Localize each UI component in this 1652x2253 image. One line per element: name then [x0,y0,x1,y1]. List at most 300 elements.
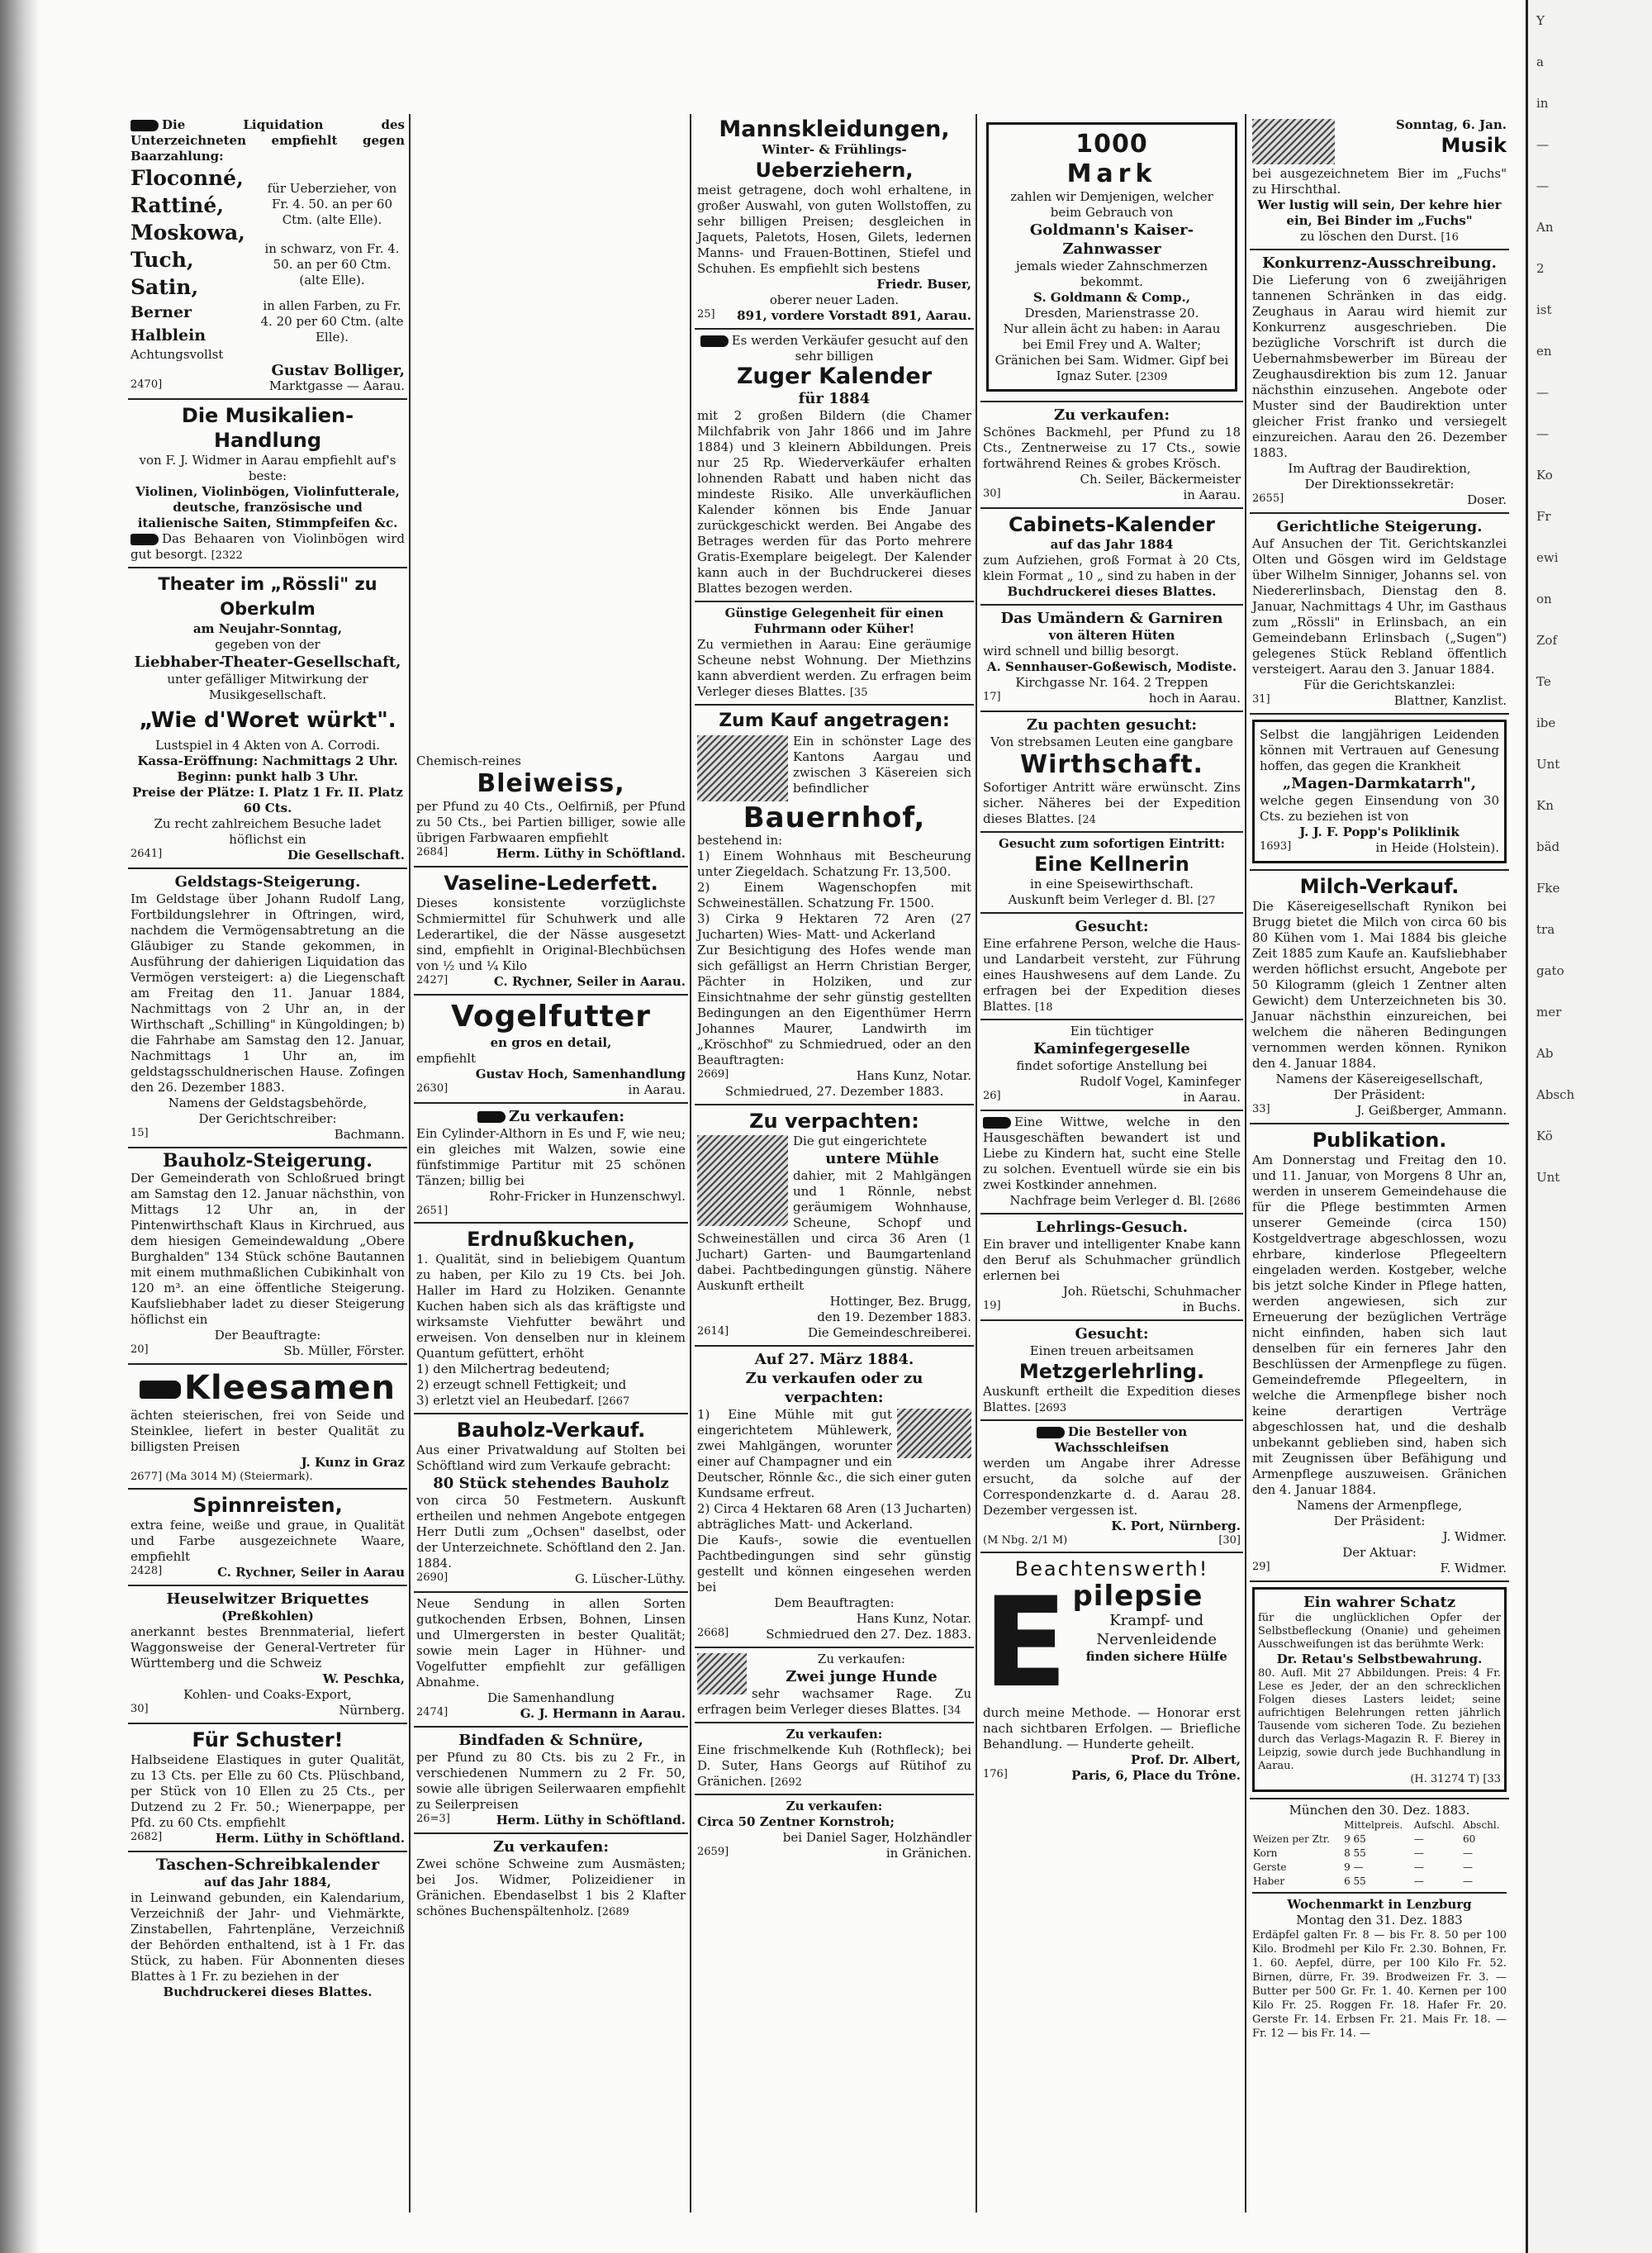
ad-title: Zu verkaufen: [786,1727,883,1742]
ad-text: ächten steierischen, frei von Seide und Steinklee, liefert in bester Qualität zu billigsten Preisen [131,1408,405,1454]
advertiser-name: Die Gesellschaft. [287,848,405,863]
ad-text: Im Geldstage über Johann Rudolf Lang, Fortbildungslehrer in Oftringen, wird, nachdem die Vermögensabtretung an die Gläubiger zu Stande gekommen, in Ausführung der dahierigen Liquidation das Vermögen versteigert: a) die Liegenschaft am Freitag den 11. Januar 1884, Nachmittags von 2 Uhr an, in der Wirthschaft „Schilling" in Küngoldingen; b) die Fahrhabe am Samstag den 12. Januar, Nachmittags 1 Uhr an, im geldstagsschuldnerischen Hause. Zofingen den 26. Dezember 1883. [131,891,405,1095]
greeting: Achtungsvollst [131,347,224,362]
market-report [1250,1799,1509,2045]
table-cell: Haber [1253,1875,1285,1887]
ad-title: Geldstags-Steigerung. [174,873,361,891]
ad-bleiweiss [414,750,688,867]
ad-title: Ein wahrer Schatz [1303,1594,1456,1611]
ad-fuhrmann [695,602,974,706]
ad-kellnerin [980,833,1243,914]
ad-text: 1. Qualität, sind in beliebigem Quantum zu haben, per Kilo zu 19 Cts. bei Joh. Haller im Hard zu Holziken. Genannte Kuchen haben sich als das kräftigste und wirksamste Viehfutter bewährt und erweisen. Von denselben nur in kleinem Quantum gefüttert, erhöht [416,1252,686,1361]
ad-title: Publikation. [1312,1129,1447,1152]
ad-title: Milch-Verkauf. [1299,875,1460,898]
ad-liquidation [128,114,407,400]
ad-samenhandlung [414,1593,688,1728]
ad-text: Halbseidene Elastiques in guter Qualität, zu 13 Cts. per Elle zu 60 Cts. Plüschband, per Stück von 10 Ellen zu 25 Cts., per Dutzend zu 2 Fr. 50.; Wienerpappe, per Pfd. zu 60 Cts. empfiehlt [131,1752,405,1830]
fabric-name: Satin, [131,275,199,299]
next-page-fragment-text: ibe [1536,715,1556,730]
next-page-fragment-text: Unt [1536,757,1560,772]
advertiser-name: Gustav Bolliger, [271,362,405,379]
ad-text: unter gefälliger Mitwirkung der Musikgesellschaft. [167,672,368,702]
ad-headline: Kaminfegergeselle [1033,1040,1190,1058]
ad-text: extra feine, weiße und graue, in Qualität und Farbe ausgezeichnete Waare, empfiehlt [131,1518,405,1564]
advertiser-name: Blattner, Kanzlist. [1393,693,1507,708]
column-3 [695,114,974,2213]
ad-code: [2686 [1208,1195,1241,1208]
ad-text: Wer lustig will sein, Der kehre hier ein, Bei Binder im „Fuchs" [1257,197,1502,228]
ad-kleesamen [128,1365,407,1490]
ad-text: Eine Wittwe, welche in den Hausgeschäften bewandert ist und Liebe zu Kindern hat, sucht eine Stelle zu solchen. Eventuell würde sie ein bis zwei Kostkinder annehmen. [983,1115,1241,1192]
ad-zahnwasser [980,114,1243,402]
ad-subtitle: auf das Jahr 1884 [1050,537,1174,552]
advertiser-name: J. Geißberger, Ammann. [1356,1103,1507,1118]
advertiser-name: F. Widmer. [1440,1561,1507,1576]
next-page-fragment-text: — [1536,178,1549,193]
ad-code: 26=3] [416,1813,450,1825]
ad-text: Dieses konsistente vorzüglichste Schmiermittel für Schuhwerk und alle Lederartikel, die der Nässe ausgesetzt sind, empfiehlt in Original-Blechbüchsen von ½ und ¼ Kilo [416,896,686,973]
ad-subtitle: (Preßkohlen) [221,1609,314,1623]
column-4 [980,114,1243,2213]
table-row [1252,1875,1507,1889]
pointing-hand-icon [477,1111,506,1123]
ad-title: Zum Kauf angetragen: [719,711,950,731]
next-page-fragment-text: gato [1536,963,1564,978]
ad-text: bei Daniel Sager, Holzhändler [782,1830,971,1845]
table-cell: Korn [1253,1847,1278,1859]
ad-epilepsie [980,1553,1243,1788]
ad-headline: Metzgerlehrling. [1018,1360,1205,1383]
ad-text: gegeben von der [215,637,320,652]
advertiser-address: Kirchgasse Nr. 164. 2 Treppen [1015,675,1208,690]
ad-title: Vogelfutter [450,1000,652,1034]
ad-text: Einen treuen arbeitsamen [1029,1343,1194,1358]
ad-code: [30] [1218,1534,1241,1547]
ad-taschen-kalender [128,1852,407,2004]
next-page-fragment-text: Ko [1536,468,1553,482]
ad-musik-fuchs [1250,114,1509,250]
advertiser-address: in Gränichen. [885,1846,971,1861]
next-page-fragment-text: Kn [1536,798,1554,813]
ad-wachsschleifen [980,1421,1243,1553]
ad-text: Schmiedrued, 27. Dezember 1883. [724,1084,944,1099]
ad-text: Ein in schönster Lage des Kantons Aargau und zwischen 3 Käsereien sich befindlicher [793,734,971,796]
ad-code: [2667 [598,1395,630,1408]
ad-title: Zu verkaufen: [492,1838,610,1856]
ad-subtitle: für 1884 [798,390,871,407]
ad-text: anerkannt bestes Brennmaterial, liefert Waggonsweise der General-Vertreter für Württemberg und die Schweiz [131,1624,405,1671]
ad-text: Für die Gerichtskanzlei: [1303,677,1455,692]
advertiser-name: J. Widmer. [1442,1529,1507,1544]
ad-muehle-verpachten [695,1105,974,1347]
ad-text: bestehend in: [697,833,783,848]
ad-code: [34 [942,1704,961,1717]
ad-code: 2427] [416,974,449,986]
ad-bauernhof [695,706,974,1105]
ad-date: Schmiedrued den 27. Dez. 1883. [766,1627,971,1642]
ad-text: Neue Sendung in allen Sorten gutkochenden Erbsen, Bohnen, Linsen und Ulmergersten in bester Qualität; sowie mein Lager in Hühner- und Vogelfutter empfiehlt zur gefälligen Abnahme. [416,1596,686,1690]
ad-text: Die Kaufs-, sowie die eventuellen Pachtbedingungen sind sehr günstig gestellt und können eingesehen werden bei [697,1533,971,1595]
ad-text: Aus einer Privatwaldung auf Stolten bei Schöftland wird zum Verkaufe gebracht: [416,1443,686,1473]
advertiser-name: Rohr-Fricker in Hunzenschwyl. [489,1189,686,1204]
ad-text: Zwei schöne Schweine zum Ausmästen; bei Jos. Widmer, Polizeidiener in Gränichen. Ebendaselbst 1 bis 2 Klafter schönes Buchenspältenholz. [416,1856,686,1918]
table-cell: — [1413,1861,1424,1873]
column-rule [409,114,411,2213]
ad-code: 2677] (Ma 3014 M) (Steiermark). [131,1471,313,1483]
pointing-hand-icon [700,335,729,347]
ad-code: 25] [697,308,715,321]
ad-title: Spinnreisten, [192,1494,343,1517]
ad-list-item: 1) den Milchertrag bedeutend; [416,1362,610,1376]
advertiser-name: Doser. [1467,492,1507,507]
ad-text: Der Direktionssekretär: [1304,477,1455,492]
advertiser-name: K. Port, Nürnberg. [1111,1519,1241,1533]
ad-text: meist getragene, doch wohl erhaltene, in großer Auswahl, von guten Wollstoffen, zu sehr billigen Preisen; desgleichen in Jaquets, Paletots, Hosen, Gilets, ledernen Manns- und Frauen-Bottinen, Stiefel und Schuhen. Es empfiehlt sich bestens [697,183,971,276]
next-page-fragment-text: Zof [1536,633,1558,648]
next-page-fragment-text: tra [1536,922,1555,937]
ad-title: Taschen-Schreibkalender [155,1856,380,1874]
advertiser-name: Joh. Rüetschi, Schuhmacher [1062,1284,1241,1299]
ad-title: Die Musikalien-Handlung [181,404,354,452]
ad-text: Buchdruckerei dieses Blattes. [1007,584,1217,599]
next-page-fragment-text: Y [1536,13,1545,28]
ad-milch-verkauf [1250,871,1509,1124]
ad-code: 2682] [131,1831,163,1843]
ad-subtitle: auf das Jahr 1884, [204,1875,331,1889]
ad-code: 2690] [416,1571,449,1584]
ad-title: Beachtenswerth! [1014,1557,1209,1580]
advertiser-name: C. Rychner, Seiler in Aarau. [493,974,686,989]
ad-musikalien [128,400,407,568]
ad-code: 2470] [131,378,163,391]
ad-code: 26] [983,1090,1001,1102]
ad-wittwe [980,1111,1243,1214]
ad-text: bei ausgezeichnetem Bier im „Fuchs" zu Hirschthal. [1252,166,1507,197]
pointing-hand-icon [983,1117,1011,1129]
ad-text: Zu vermiethen in Aarau: Eine geräumige Scheune nebst Wohnung. Der Miethzins kann abverdient werden. Zu erfragen beim Verleger dieses Blattes. [697,637,971,699]
market-text: Erdäpfel galten Fr. 8 — bis Fr. 8. 50 per 100 Kilo. Brodmehl per Kilo Fr. 2.30. Bohnen, Fr. 1. 60. Aepfel, dürre, per 100 Kilo Fr. 52. Birnen, dürre, Fr. 39. Brodweizen Fr. 3. — Butter per 500 Gr. Fr. 1. 40. Kernen per 100 Kilo Fr. 25. Roggen Fr. 18. Hafer Fr. 20. Gerste Fr. 14. Erbsen Fr. 21. Mais Fr. 18. — Fr. 12 — bis Fr. 14. — [1252,1929,1507,2040]
ad-lehrling [980,1214,1243,1321]
ad-headline: Mark [1066,159,1157,188]
ad-text: welche gegen Einsendung von 30 Cts. zu beziehen ist von [1260,793,1499,824]
advertiser-name: Bachmann. [334,1127,405,1142]
price-line: in allen Farben, zu Fr. 4. 20 per 60 Ctm. (alte Elle). [260,298,404,345]
pointing-hand-icon [131,120,159,131]
ad-fuer-schuster [128,1724,407,1852]
ad-headline: Zu verkaufen oder zu verpachten: [745,1370,923,1406]
ad-code: [2689 [597,1906,629,1918]
next-page-fragment-text: ewi [1536,550,1559,565]
ad-text: durch meine Methode. — Honorar erst nach sichtbaren Erfolgen. — Briefliche Behandlung. — Hunderte geheilt. [983,1705,1241,1752]
advertiser-address: hoch in Aarau. [1148,691,1241,706]
ad-code: 2428] [131,1565,163,1577]
scan-right-margin-fragment [1526,0,1652,2253]
advertiser-name: Herm. Lüthy in Schöftland. [496,1813,686,1828]
ad-title: Bauholz-Verkauf. [456,1419,646,1442]
ad-text: Der Aktuar: [1342,1545,1417,1560]
ad-code: 2474] [416,1706,449,1718]
ad-text: Selbst die langjährigen Leidenden können mit Vertrauen auf Genesung hoffen, das gegen die Krankheit [1260,727,1499,773]
ad-bindfaden [414,1728,688,1834]
ad-title: Zuger Kalender [736,364,933,389]
advertiser-name: A. Sennhauser-Goßewisch, Modiste. [986,659,1237,674]
ad-text: den 19. Dezember 1883. [817,1309,971,1324]
ad-intro: Die Liquidation des Unterzeichneten empfiehlt gegen Baarzahlung: [131,117,405,164]
ad-briquettes [128,1586,407,1724]
ad-headline: Bauernhof, [743,801,926,834]
ad-headline: Wirthschaft. [1020,750,1203,779]
ad-code: [18 [1034,1001,1053,1014]
advertiser-name: Hottinger, Bez. Brugg, [829,1294,971,1309]
advertiser-name: Ch. Seiler, Bäckermeister [1080,472,1241,487]
ad-metzgerlehrling [980,1321,1243,1421]
market-title: Wochenmarkt in Lenzburg [1287,1897,1472,1912]
table-header [1252,1818,1343,1832]
ad-title: Theater im „Rössli" zu Oberkulm [158,574,377,619]
advertiser-name: J. Kunz in Graz [301,1455,405,1470]
ad-text: findet sofortige Anstellung bei [1016,1058,1208,1073]
ad-spinnreisten [128,1490,407,1586]
advertiser-address: Marktgasse — Aarau. [268,378,405,393]
ad-title: Lehrlings-Gesuch. [1036,1219,1188,1236]
ad-text: per Pfund zu 80 Cts. bis zu 2 Fr., in verschiedenen Nummern zu 2 Fr. 50, sowie alle übrigen Seilerwaaren empfiehlt zu Seilerpreisen [416,1750,686,1812]
ad-headline: Bleiweiss, [477,769,625,798]
ad-text: Der Gerichtschreiber: [198,1111,337,1126]
market-title: München den 30. Dez. 1883. [1289,1803,1470,1818]
table-cell: 6 55 [1344,1875,1366,1887]
table-cell: — [1413,1847,1424,1859]
ad-date: Sonntag, 6. Jan. [1395,117,1507,132]
ad-konkurrenz [1250,250,1509,514]
ad-text: Buchdruckerei dieses Blattes. [163,1984,373,1999]
ad-title: Günstige Gelegenheit für einen Fuhrmann oder Küher! [724,606,944,636]
table-cell: — [1462,1875,1473,1887]
ad-frame [986,122,1237,392]
ad-code: 2651] [416,1205,449,1217]
ad-code: 2614] [697,1325,729,1338]
table-cell: Weizen per Ztr. [1253,1833,1330,1845]
ad-text: in Leinwand gebunden, ein Kalendarium, Verzeichniß der Jahr- und Viehmärkte, Zinstabellen, Fahrtenpläne, Verzeichniß der Behörden enthaltend, ist à 1 Fr. das Stück, zu haben. Für Abonnenten dieses Blattes à 1 Fr. zu beziehen in der [131,1890,405,1984]
divider [1252,1892,1507,1894]
ad-code: 176] [983,1768,1008,1780]
next-page-fragment-text: on [1536,592,1552,606]
next-page-fragment-text: — [1536,137,1549,152]
ad-code: (H. 31274 T) [33 [1410,1773,1501,1785]
ad-code: [27 [1197,895,1216,907]
advertiser-name: Friedr. Buser, [876,277,971,292]
ad-text: Das Behaaren von Violinbögen wird gut besorgt. [131,531,405,562]
table-cell: Gerste [1253,1861,1287,1873]
ad-text: Am Donnerstag und Freitag den 10. und 11. Januar, von Morgens 8 Uhr an, werden in unserem Gemeindehause die für die Pflege bestimmten Armen unserer Gemeinde (circa 150) Kostgeldvertrage abgeschlossen, wozu ehrbare, kinderlose Pflegeeltern eingeladen werden. Kostgeber, welche bis jetzt solche Kinder in Pflege hatten, werden angewiesen, sich zur Erneuerung der bezüglichen Verträge nicht einfinden, haben sich laut denselben für ein ferneres Jahr den Beschlüssen der Armenpflege zu fügen. Gemeindefremde Pflegeeltern, in welche die Armenpflege bisher noch keine derartigen Verträge abgeschlossen hat, und die deshalb unbekannt geblieben sind, haben sich mit Zeugnissen über Befähigung und Armenpflege auszuweisen. Gränichen den 4. Januar 1884. [1252,1153,1507,1497]
ad-list-item: 1) Einem Wohnhaus mit Bescheurung unter Ziegeldach. Schatzung Fr. 13,500. [697,848,971,879]
table-cell: 8 55 [1344,1847,1366,1859]
market-price-table [1252,1818,1507,1889]
ad-text: Der Gemeinderath von Schloßrued bringt am Samstag den 12. Januar nächsthin, von Mittags 12 Uhr an, in der Pintenwirthschaft Klaus in Kirchrued, aus dem hiesigen Gemeindewaldung „Obere Burghalden" 134 Stück schöne Bautannen mit einem muthmaßlichen Cubikinhalt von 120 m³. an eine öffentliche Steigerung. Kaufsliebhaber ladet zu dieser Steigerung höflichst ein [131,1171,405,1327]
ad-text: mit 2 großen Bildern (die Chamer Milchfabrik von Jahr 1866 und im Jahre 1884) und 3 kleinern Abbildungen. Preis nur 25 Rp. Wiederverkäufer erhalten lohnenden Rabatt und haben nicht das mindeste Risiko. Alle unverkäuflichen Kalender können bis Ende Januar zurückgeschickt werden. Bei Angabe des Betrages werden für das Porto mehrere Gratis-Exemplare beigelegt. Der Kalender kann auch in der Buchdruckerei dieses Blattes bezogen werden. [697,408,971,596]
ad-frame [1252,720,1507,863]
ad-erdnusskuchen [414,1224,688,1414]
ad-list-item: 3) Cirka 9 Hektaren 72 Aren (27 Jucharten) Wies- Matt- und Ackerland [697,911,971,942]
ad-code: 31] [1252,693,1270,706]
ad-text: Die gut eingerichtete [793,1134,928,1148]
ad-code: 30] [131,1703,149,1715]
product-name: Dr. Retau's Selbstbewahrung. [1276,1652,1483,1666]
ad-title: Zu verkaufen: [786,1799,883,1813]
ad-text: Ein braver und intelligenter Knabe kann den Beruf als Schuhmacher gründlich erlernen bei [983,1237,1241,1283]
ad-text: per Pfund zu 40 Cts., Oelfirniß, per Pfund zu 50 Cts., bei Partien billiger, sowie alle übrigen Farbwaaren empfiehlt [416,799,686,845]
ad-text: wird schnell und billig besorgt. [983,644,1180,658]
ad-code: 2655] [1252,492,1284,505]
fabric-name: Berner Halblein [131,303,206,345]
ad-list-item: 2) erzeugt schnell Fettigkeit; und [416,1377,627,1392]
column-2 [414,750,688,2213]
advertiser-address: Nürnberg. [339,1703,405,1718]
table-cell: 9 65 [1344,1833,1366,1845]
ad-text: Liebhaber-Theater-Gesellschaft, [134,654,401,671]
ad-title: Gesucht: [1075,1325,1149,1343]
ad-text: zu löschen den Durst. [1300,229,1437,244]
ad-mannskleidungen [695,114,974,330]
table-cell: — [1413,1875,1424,1887]
next-page-fragment-text: in [1536,96,1549,111]
ad-text: Zu recht zahlreichem Besuche ladet höflichst ein [154,816,382,847]
ad-schweine [414,1834,688,1923]
next-page-fragment-text: — [1536,426,1549,441]
ad-text: in eine Speisewirthschaft. [1030,877,1194,891]
ad-title: Heuselwitzer Briquettes [166,1590,369,1608]
price-line: für Ueberzieher, von Fr. 4. 50. an per 60 Ctm. (alte Elle). [267,181,397,227]
ad-title: Zu verkaufen: [508,1108,625,1125]
ad-text: Die Käsereigesellschaft Rynikon bei Brugg bietet die Milch von circa 60 bis 80 Kühen vom 1. Mai 1884 bis gleiche Zeit 1885 zum Kaufe an. Kaufsliebhaber werden höflichst ersucht, Angebote per 50 Kilogramm (gleich 1 Zentner alten Gewicht) dem Unterzeichneten bis 30. Januar nächsthin einzureichen, bei welchem die näheren Bedingungen vernommen werden können. Rynikon den 4. Januar 1884. [1252,899,1507,1071]
epilepsie-initial-letter: E [983,1571,1068,1715]
ad-code: 17] [983,691,1001,703]
ad-title: Zu verpachten: [749,1110,919,1133]
next-page-fragment [1528,0,1652,1198]
ad-code: 2684] [416,846,449,858]
ad-text: Es werden Verkäufer gesucht auf den sehr billigen [731,333,969,364]
next-page-fragment-text: mer [1536,1005,1562,1020]
fabric-name: Moskowa, [131,221,245,245]
ad-wahrer-schatz [1250,1582,1509,1799]
ad-kornstroh [695,1795,974,1866]
ad-hunde [695,1648,974,1723]
advertiser-name: Hans Kunz, Notar. [856,1068,971,1083]
ad-code: 29] [1252,1561,1270,1573]
ad-text: für die unglücklichen Opfer der Selbstbefleckung (Onanie) und geheimen Ausschweifungen ist das berühmte Werk: [1258,1612,1501,1651]
ad-title: Für Schuster! [192,1728,344,1752]
ad-code: [35 [849,687,868,699]
advertiser-address: in Buchs. [1182,1300,1241,1314]
harmonie-musik-illustration [1252,119,1335,164]
ad-code: 1693] [1260,840,1292,853]
ad-text: sehr wachsamer Rage. Zu erfragen beim Verleger dieses Blattes. [697,1686,971,1717]
column-rule [690,114,691,2213]
ad-text: 80. Aufl. Mit 27 Abbildungen. Preis: 4 Fr. Lese es Jeder, der an den schrecklichen Folgen dieses Lasters leidet; seine aufrichtigen Belehrungen retten jährlich Tausende vom sicheren Tode. Zu beziehen durch das Verlags-Magazin R. F. Bierey in Leipzig, sowie durch jede Buchhandlung in Aarau. [1258,1667,1501,1772]
ad-code: (M Nbg. 2/1 M) [983,1534,1068,1547]
advertiser-name: W. Peschka, [322,1671,405,1686]
ad-text: Der Beauftragte: [214,1328,321,1343]
ad-code: 2668] [697,1627,729,1639]
table-cell: — [1462,1847,1473,1859]
ad-code: 15] [131,1127,149,1139]
ad-code: 2641] [131,848,163,860]
advertiser-address: 891, vordere Vorstadt 891, Aarau. [737,308,971,323]
table-row [1252,1847,1507,1861]
ad-title: Gerichtliche Steigerung. [1276,518,1483,535]
ad-text: Der Präsident: [1333,1514,1426,1528]
ad-text: Die Samenhandlung [487,1690,615,1705]
ad-cabinets-kalender [980,509,1243,606]
ad-title: Das Umändern & Garniren [1000,610,1223,627]
ad-list-item: 2) Circa 4 Hektaren 68 Aren (13 Jucharten) abträgliches Matt- und Ackerland. [697,1501,971,1532]
ad-headline: Ueberziehern, [755,159,914,182]
ad-headline: untere Mühle [825,1150,939,1167]
ad-text: Namens der Armenpflege, [1296,1498,1463,1513]
ad-title: Mannskleidungen, [719,116,950,142]
advertiser-name: G. J. Hermann in Aarau. [520,1706,686,1721]
table-header-row [1252,1818,1507,1832]
advertiser-name: Rudolf Vogel, Kaminfeger [1080,1074,1241,1089]
ad-text: am Neujahr-Sonntag, [192,621,343,636]
mill-illustration [897,1409,971,1458]
fabric-name: Floconné, [131,166,244,190]
ad-code: [2309 [1136,371,1168,383]
ad-vaseline [414,867,688,996]
ad-text: zum Aufziehen, groß Format à 20 Cts, klein Format „ 10 „ sind zu haben in der [983,553,1241,583]
ad-title: Erdnußkuchen, [467,1228,635,1251]
table-cell: 60 [1462,1833,1476,1845]
ad-code: [2692 [770,1776,802,1789]
next-page-fragment-text: An [1536,220,1554,235]
ad-text: Auskunft ertheilt die Expedition dieses Blattes. [983,1384,1241,1414]
ad-subtitle: von älteren Hüten [1048,628,1175,643]
ad-text: Die Lieferung von 6 zweijährigen tannenen Schränken in das eidg. Zeughaus in Aarau wird hiemit zur Konkurrenz ausgeschrieben. Die bezügliche Vorschrift ist durch die Uebernahmsbewerber im Büreau der Zeughausdirektion bis zum 12. Januar nächsthin einzusehen. Angebote oder Muster sind der Baudirektion unter gleicher Frist franko und versiegelt einzureichen. Aarau den 26. Dezember 1883. [1252,273,1507,460]
ad-subtitle: Winter- & Frühlings- [762,142,907,157]
ad-text: Auskunft beim Verleger d. Bl. [1008,892,1194,907]
ad-code: [2322 [211,549,243,562]
table-header: Aufschl. [1413,1819,1455,1831]
ad-magen-darmkatarrh [1250,715,1509,871]
scan-left-margin [0,0,40,2253]
ad-headline: 80 Stück stehendes Bauholz [433,1475,669,1492]
ad-text: Violinen, Violinbögen, Violinfutterale, deutsche, französische und italienische Saiten, Stimmpfeifen &c. [135,484,400,530]
ad-title: Gesucht zum sofortigen Eintritt: [999,836,1225,851]
ad-text: oberer neuer Laden. [769,292,900,307]
ad-code: 19] [983,1300,1001,1312]
ad-zuger-kalender [695,330,974,602]
next-page-fragment-text: Te [1536,674,1551,689]
ad-text: Nachfrage beim Verleger d. Bl. [1009,1193,1206,1208]
ad-geldstag [128,869,407,1148]
ad-text: Der Präsident: [1333,1087,1426,1102]
advertiser-address: in Aarau. [1183,1090,1241,1105]
table-row [1252,1832,1507,1847]
ad-code: [16 [1441,231,1459,244]
table-cell: 9 — [1344,1861,1364,1873]
ad-list-item: 3) erletzt viel an Heubedarf. [416,1393,595,1408]
ad-text: Auf Ansuchen der Tit. Gerichtskanzlei Olten und Gösgen wird im Geldstage über Wilhelm Sinniger, Johanns sel. von Niedererlinsbach, Dienstag den 8. Januar, Nachmittags 4 Uhr, im Gasthaus zum „Rössli" in Erlinsbach, an ein Gemeindebann Erlinsbach („Sugen") gelegenes Stück Rebland öffentlich versteigert. Aarau den 3. Januar 1884. [1252,536,1507,677]
ad-title: Cabinets-Kalender [1009,513,1215,536]
table-cell: — [1413,1833,1424,1845]
newspaper-page [128,114,1509,2213]
advertiser-name: S. Goldmann & Comp., [1033,290,1190,305]
product-name: Goldmann's Kaiser-Zahnwasser [1029,221,1194,258]
next-page-fragment-text: Fr [1536,509,1551,524]
advertiser-address: in Aarau. [628,1082,686,1097]
ad-text: Namens der Käsereigesellschaft, [1275,1072,1483,1086]
ad-text: Ein Cylinder-Althorn in Es und F, wie neu; ein gleiches mit Walzen, sowie eine fünfstimmige Partitur mit 25 schönen Tänzen; billig bei [416,1126,686,1188]
ad-title: Zu verkaufen: [817,1652,906,1666]
